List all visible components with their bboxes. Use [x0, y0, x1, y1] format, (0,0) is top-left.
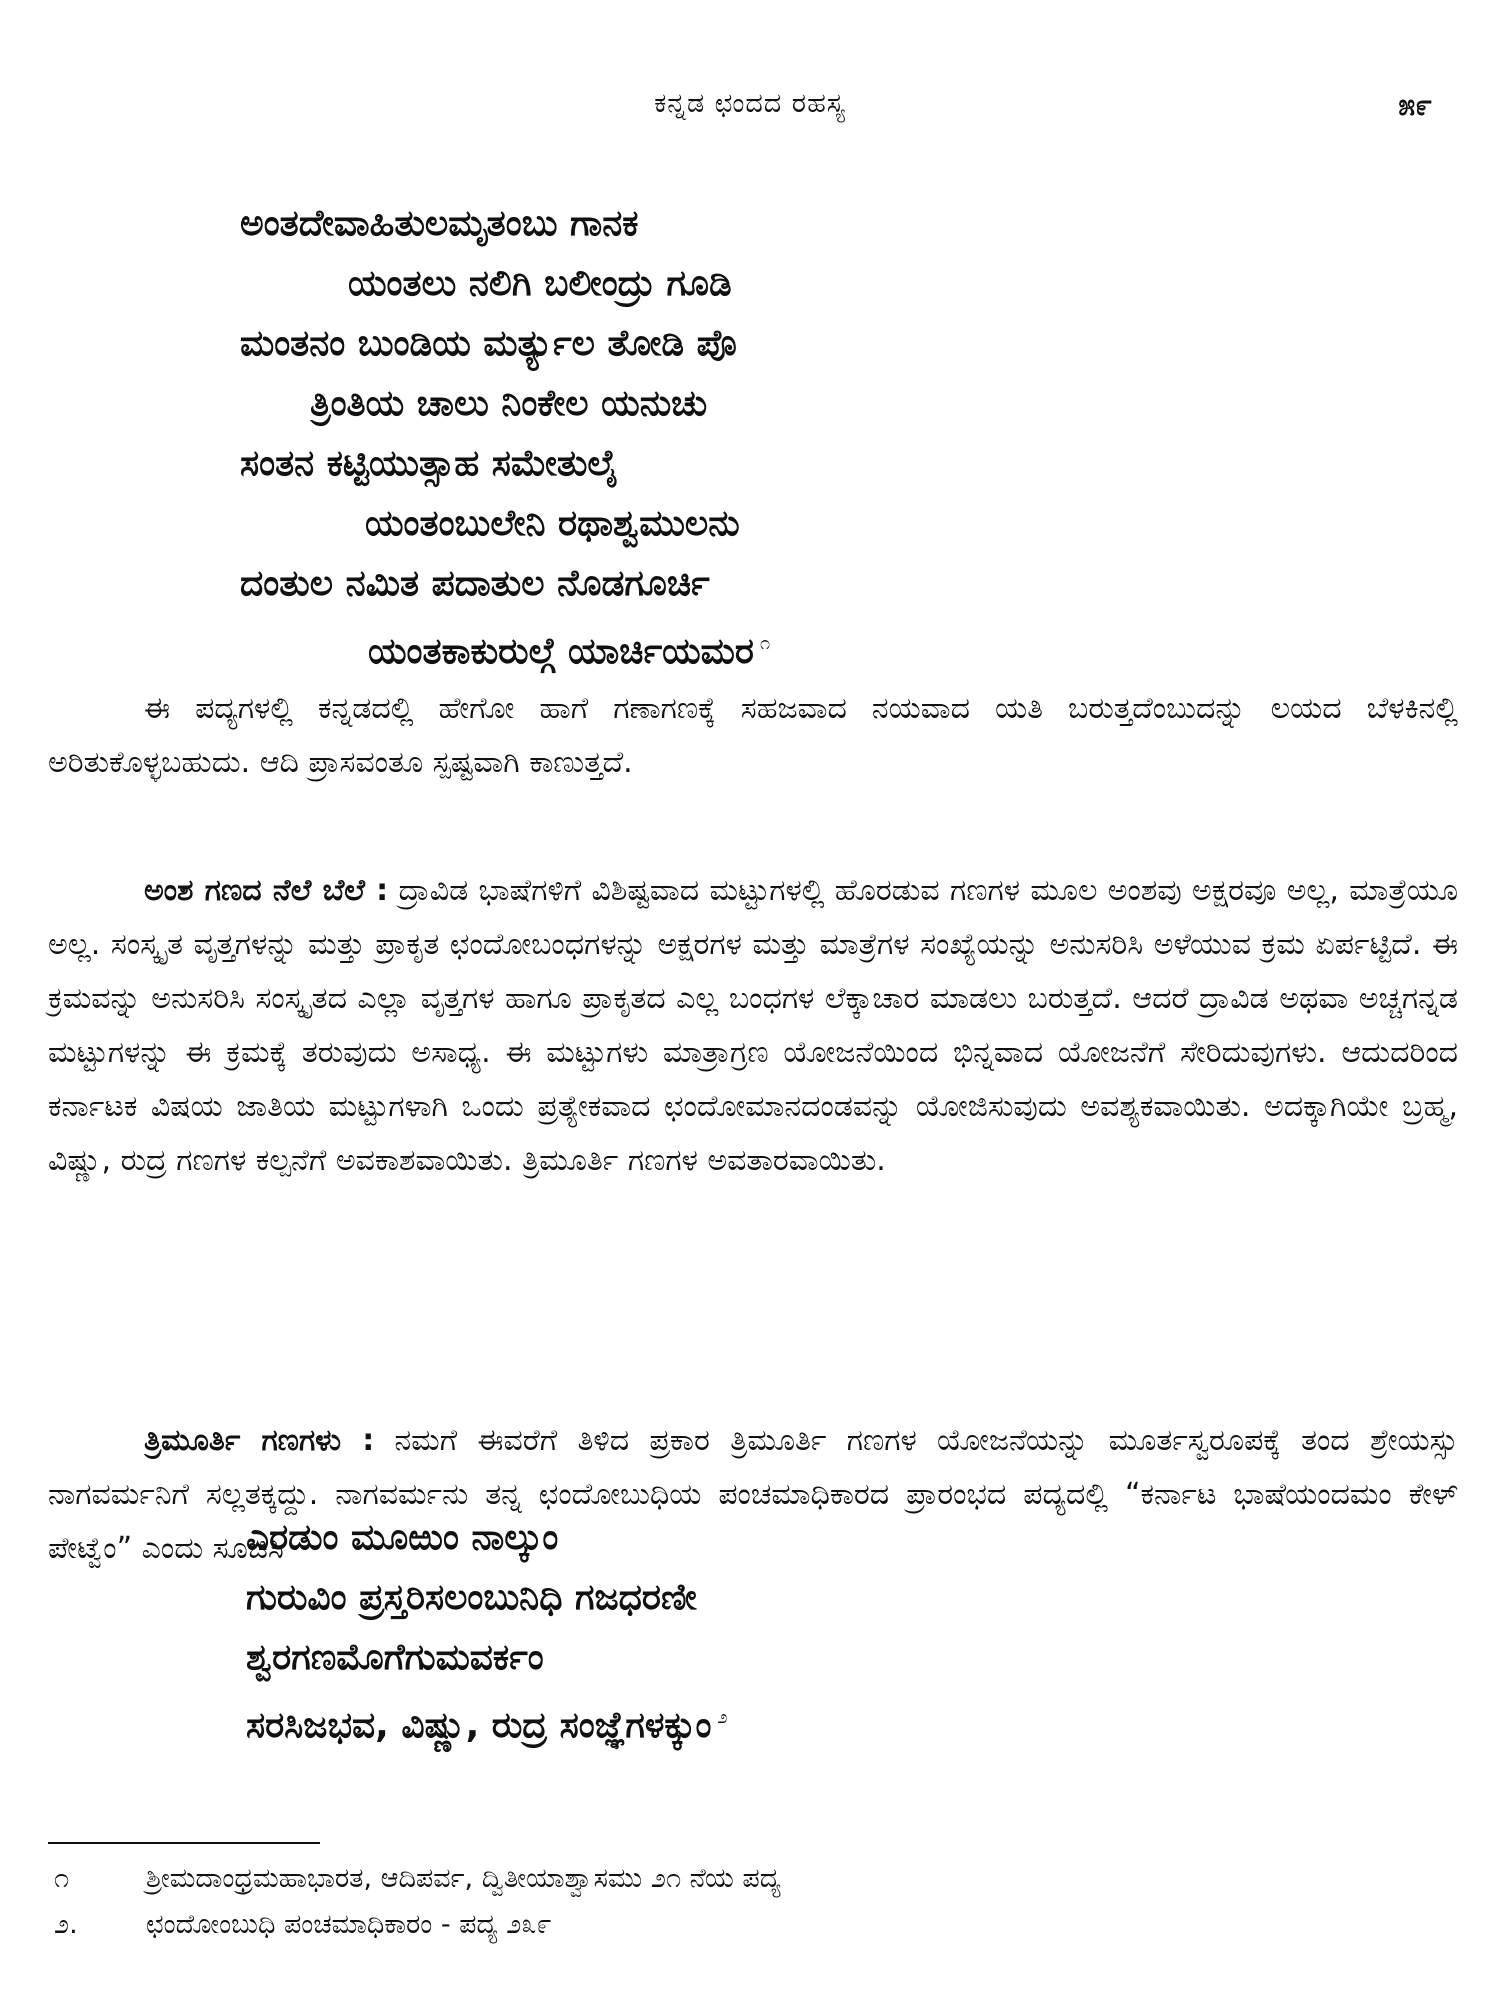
paragraph-1: ಈ ಪದ್ಯಗಳಲ್ಲಿ ಕನ್ನಡದಲ್ಲಿ ಹೇಗೋ ಹಾಗೆ ಗಣಾಗಣಕ್ಕೆ ಸಹಜವಾದ ನಯವಾದ ಯತಿ ಬರುತ್ತದೆಂಬುದನ್ನು ಲಯದ ಬೆಳಕಿನಲ್ಲಿ ಅರಿತುಕೊಳ್ಳಬಹುದು. ಆದಿ ಪ್ರಾಸವಂತೂ ಸ್ಪಷ್ಟವಾಗಿ ಕಾಣುತ್ತದೆ.	[48, 691, 1458, 780]
verse-line: ಯಂತಲು ನಲಿಗಿ ಬಲೀಂದ್ರು ಗೂಡಿ	[348, 263, 732, 304]
verse-line: ಅಂತದೇವಾಹಿತುಲಮೃತಂಬು ಗಾನಕ	[240, 203, 639, 244]
page-header	[0, 88, 1500, 138]
footnote-mark: ೧	[54, 1863, 70, 1894]
verse-line-text: ಸರಸಿಜಭವ, ವಿಷ್ಣು, ರುದ್ರ ಸಂಜ್ಞೆಗಳಕ್ಕುಂ	[246, 1705, 712, 1746]
footnote-divider	[48, 1842, 320, 1844]
verse-line-text: ಯಂತಕಾಕುರುಲ್ಗೆ ಯಾರ್ಚಿಯಮರ	[368, 631, 754, 672]
verse-line: ಮಂತನಂ ಬುಂಡಿಯ ಮರ್ತ್ಯುಲ ತೋಡಿ ಪೊ	[240, 323, 737, 364]
section-heading: ಅಂಶ ಗಣದ ನೆಲೆ ಬೆಲೆ :	[144, 873, 389, 908]
footnote	[54, 1856, 1454, 1902]
verse-line: ಎರಡುಂ ಮೂಱುಂ ನಾಲ್ಕುಂ	[246, 1517, 559, 1558]
footnote-ref: ೨	[717, 1707, 728, 1728]
verse-line: ಸಂತನ ಕಟ್ಟಿಯುತ್ಸಾಹ ಸಮೇತುಲೈ	[240, 443, 619, 484]
paragraph-text: ನಮಗೆ ಈವರೆಗೆ ತಿಳಿದ ಪ್ರಕಾರ ತ್ರಿಮೂರ್ತಿ ಗಣಗಳ ಯೋಜನೆಯನ್ನು ಮೂರ್ತಸ್ವರೂಪಕ್ಕೆ ತಂದ ಶ್ರೇಯಸ್ಸು ನಾಗವರ್ಮನಿಗೆ ಸಲ್ಲತಕ್ಕದ್ದು. ನಾಗವರ್ಮನು ತನ್ನ ಛಂದೋಬುಧಿಯ ಪಂಚಮಾಧಿಕಾರದ ಪ್ರಾರಂಭದ ಪದ್ಯದಲ್ಲಿ “ಕರ್ನಾಟ ಭಾಷೆಯಂದಮಂ ಕೇಳ್ ಪೇಟ್ವೆಂ” ಎಂದು ಸೂಚಿಸಿ	[48, 1423, 1458, 1566]
verse-line: ಗುರುವಿಂ ಪ್ರಸ್ತರಿಸಲಂಬುನಿಧಿ ಗಜಧರಣೀ	[246, 1577, 697, 1618]
paragraph-2	[48, 864, 1458, 1188]
paragraph-text: ದ್ರಾವಿಡ ಭಾಷೆಗಳಿಗೆ ವಿಶಿಷ್ಟವಾದ ಮಟ್ಟುಗಳಲ್ಲಿ ಹೊರಡುವ ಗಣಗಳ ಮೂಲ ಅಂಶವು ಅಕ್ಷರವೂ ಅಲ್ಲ, ಮಾತ್ರೆಯೂ ಅಲ್ಲ. ಸಂಸ್ಕೃತ ವೃತ್ತಗಳನ್ನು ಮತ್ತು ಪ್ರಾಕೃತ ಛಂದೋಬಂಧಗಳನ್ನು ಅಕ್ಷರಗಳ ಮತ್ತು ಮಾತ್ರೆಗಳ ಸಂಖ್ಯೆಯನ್ನು ಅನುಸರಿಸಿ ಅಳೆಯುವ ಕ್ರಮ ಏರ್ಪಟ್ಟಿದೆ. ಈ ಕ್ರಮವನ್ನು ಅನುಸರಿಸಿ ಸಂಸ್ಕೃತದ ಎಲ್ಲಾ ವೃತ್ತಗಳ ಹಾಗೂ ಪ್ರಾಕೃತದ ಎಲ್ಲ ಬಂಧಗಳ ಲೆಕ್ಕಾಚಾರ ಮಾಡಲು ಬರುತ್ತದೆ. ಆದರೆ ದ್ರಾವಿಡ ಅಥವಾ ಅಚ್ಚಗನ್ನಡ ಮಟ್ಟುಗಳನ್ನು ಈ ಕ್ರಮಕ್ಕೆ ತರುವುದು ಅಸಾಧ್ಯ. ಈ ಮಟ್ಟುಗಳು ಮಾತ್ರಾಗ್ರಣ ಯೋಜನೆಯಿಂದ ಭಿನ್ನವಾದ ಯೋಜನೆಗೆ ಸೇರಿದುವುಗಳು. ಆದುದರಿಂದ ಕರ್ನಾಟಕ ವಿಷಯ ಜಾತಿಯ ಮಟ್ಟುಗಳಾಗಿ ಒಂದು ಪ್ರತ್ಯೇಕವಾದ ಛಂದೋಮಾನದಂಡವನ್ನು ಯೋಜಿಸುವುದು ಅವಶ್ಯಕವಾಯಿತು. ಅದಕ್ಕಾಗಿಯೇ ಬ್ರಹ್ಮ, ವಿಷ್ಣು, ರುದ್ರ ಗಣಗಳ ಕಲ್ಪನೆಗೆ ಅವಕಾಶವಾಯಿತು. ತ್ರಿಮೂರ್ತಿ ಗಣಗಳ ಅವತಾರವಾಯಿತು.	[48, 873, 1458, 1178]
footnote	[54, 1902, 1454, 1948]
verse-line: ಯಂತಂಬುಲೇನಿ ರಥಾಶ್ವಮುಲನು	[365, 503, 740, 544]
running-title: ಕನ್ನಡ ಛಂದದ ರಹಸ್ಯ	[654, 88, 846, 119]
section-heading: ತ್ರಿಮೂರ್ತಿ ಗಣಗಳು :	[144, 1423, 375, 1458]
footnote-ref: ೧	[759, 633, 771, 654]
verse-block-1	[240, 194, 770, 682]
verse-line: ಶ್ವರಗಣಮೊಗೆಗುಮವರ್ಕಂ	[246, 1637, 544, 1678]
footnotes	[54, 1856, 1454, 1948]
verse-line-last	[240, 614, 770, 682]
footnote-text: ಶ್ರೀಮದಾಂಧ್ರಮಹಾಭಾರತ, ಆದಿಪರ್ವ, ದ್ವಿತೀಯಾಶ್ವಾಸಮು ೨೧ ನೆಯ ಪದ್ಯ	[146, 1863, 781, 1894]
verse-block-2	[246, 1508, 728, 1756]
footnote-text: ಛಂದೋಂಬುಧಿ ಪಂಚಮಾಧಿಕಾರಂ - ಪದ್ಯ ೨೩೯	[146, 1909, 552, 1940]
verse-line: ದಂತುಲ ನಮಿತ ಪದಾತುಲ ನೊಡಗೂರ್ಚಿ	[240, 563, 710, 604]
verse-line: ತ್ರಿಂತಿಯ ಚಾಲು ನಿಂಕೇಲ ಯನುಚು	[310, 383, 708, 424]
page-number: ೫೯	[1398, 88, 1432, 123]
verse-line-last	[246, 1688, 728, 1756]
footnote-mark: ೨.	[54, 1909, 78, 1940]
